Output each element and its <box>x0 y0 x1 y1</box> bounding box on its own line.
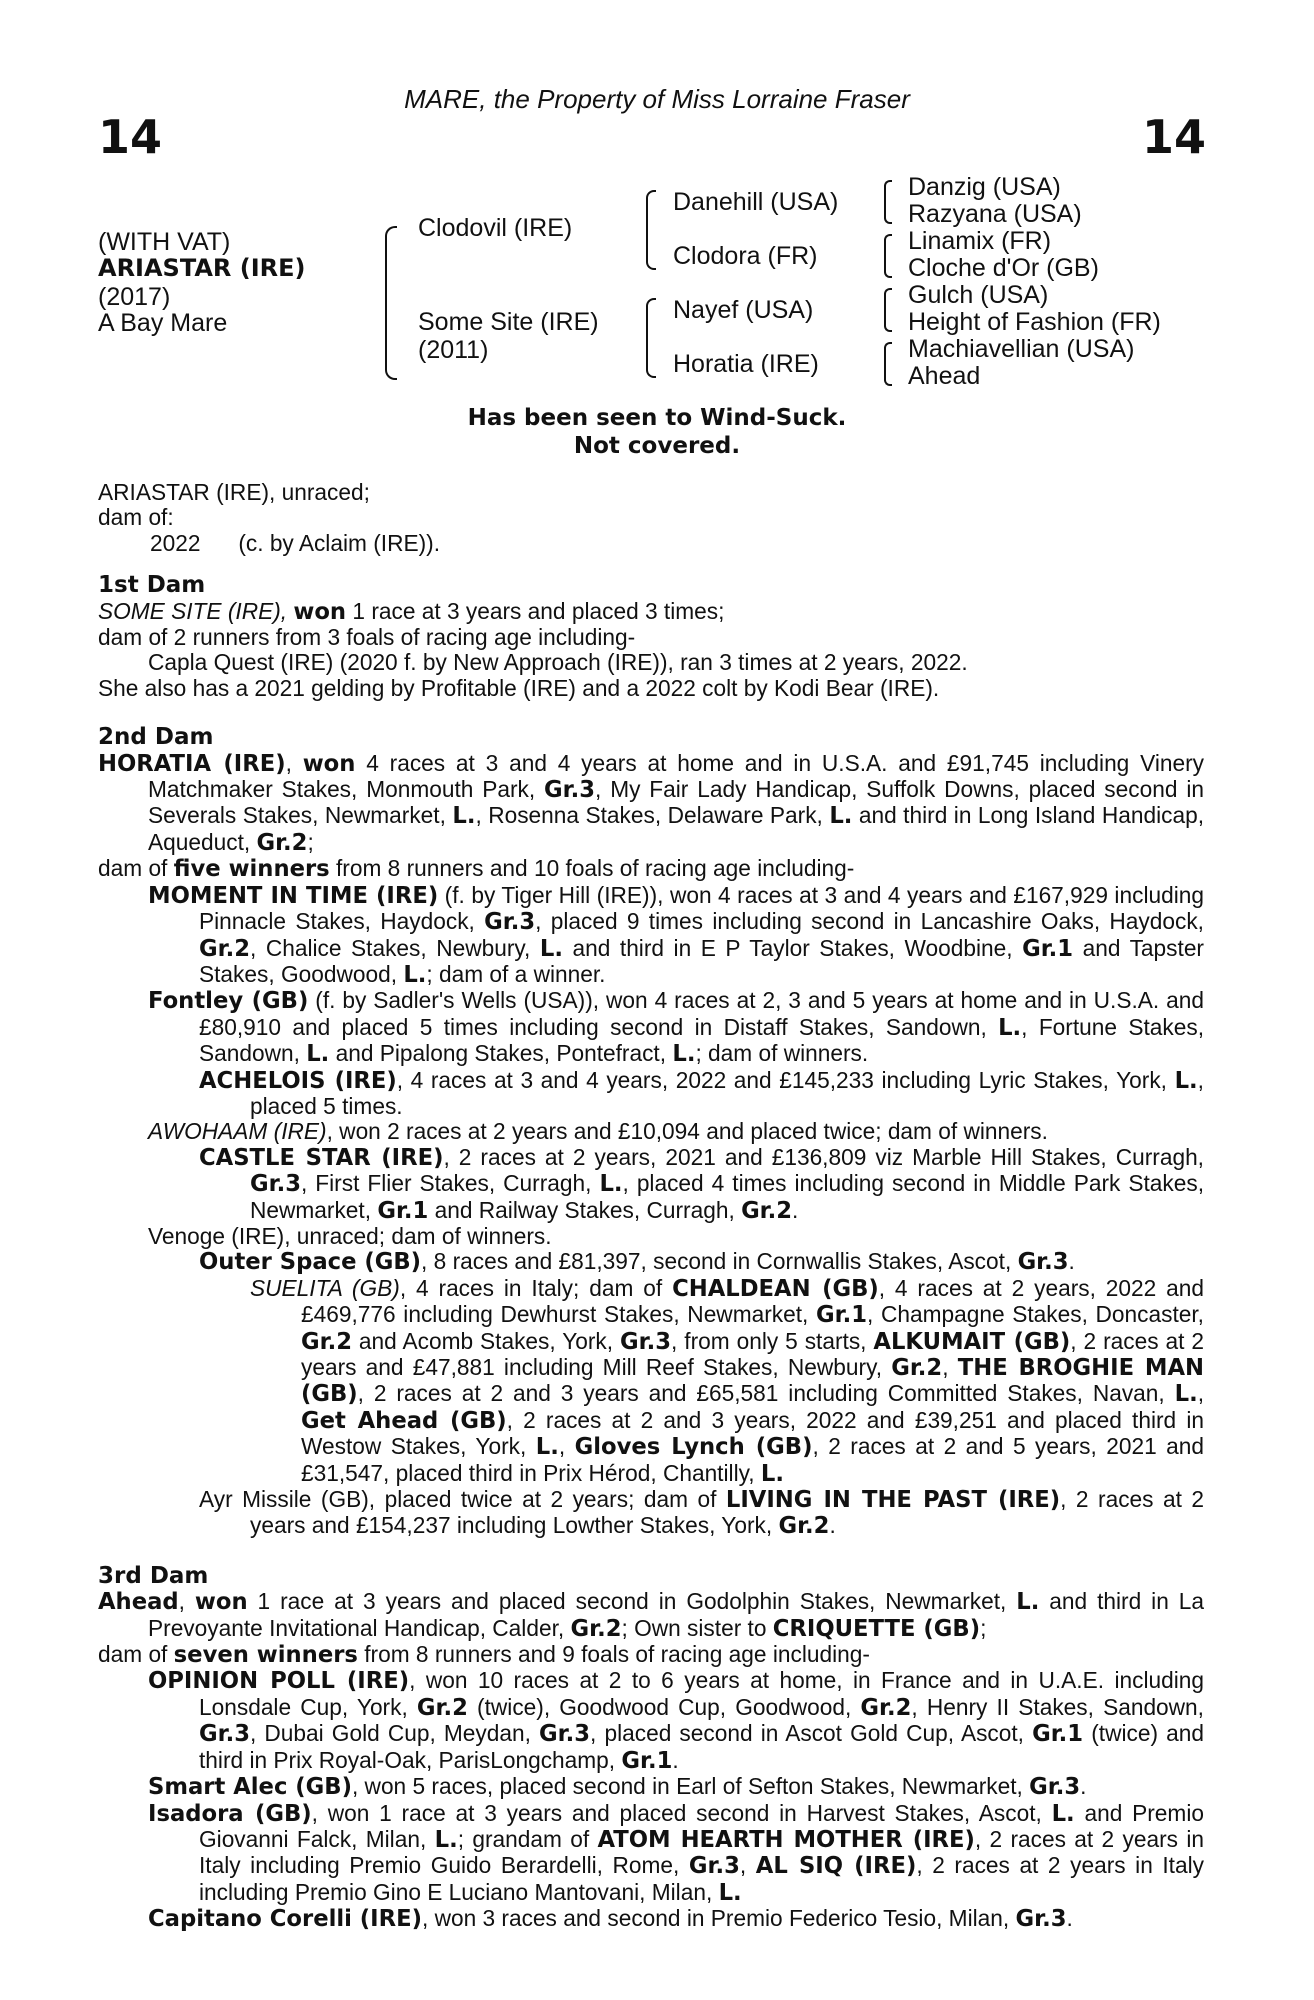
sire-dam-dam: Cloche d'Or (GB) <box>908 254 1099 282</box>
third-dam-produce: dam of seven winners from 8 runners and 9 foals of racing age including- <box>98 1641 870 1669</box>
first-dam-note: She also has a 2021 gelding by Profitable (IRE) and a 2022 colt by Kodi Bear (IRE). <box>98 674 940 701</box>
second-dam-produce: dam of five winners from 8 runners and 10 foals of racing age including- <box>98 855 855 883</box>
smart-alec-entry: Smart Alec (GB), won 5 races, placed second in Earl of Sefton Stakes, Newmarket, Gr.3. <box>148 1773 1087 1801</box>
second-dam-heading: 2nd Dam <box>98 724 214 751</box>
vat-label: (WITH VAT) <box>98 228 231 256</box>
venoge-entry: Venoge (IRE), unraced; dam of winners. <box>148 1222 552 1249</box>
brace-g2 <box>884 234 892 278</box>
sire-sire-sire: Danzig (USA) <box>908 173 1061 201</box>
capitano-corelli-entry: Capitano Corelli (IRE), won 3 races and second in Premio Federico Tesio, Milan, Gr.3. <box>148 1905 1073 1933</box>
third-dam-section <box>98 1589 1204 1932</box>
achelois-entry: ACHELOIS (IRE), 4 races at 3 and 4 years, 2022 and £145,233 including Lyric Stakes, York, L., placed 5 times. <box>199 1066 1204 1119</box>
horse-description: A Bay Mare <box>98 309 228 337</box>
not-covered-note: Not covered. <box>573 433 741 459</box>
wind-suck-note: Has been seen to Wind-Suck. <box>467 405 847 431</box>
opinion-poll-entry: OPINION POLL (IRE), won 10 races at 2 to 6 years at home, in France and in U.A.E. including Lonsdale Cup, York, Gr.2 (twice), Goodwood Cup, Goodwood, Gr.2, Henry II Stakes, Sandown, Gr.3, Dubai Gold Cup, Meydan, Gr.3, placed second in Ascot Gold Cup, Ascot, Gr.1 (twice) and third in Prix Royal-Oak, ParisLongchamp, Gr.1. <box>148 1667 1204 1774</box>
brace-g4 <box>884 342 892 386</box>
catalogue-body <box>98 480 1204 1933</box>
second-dam-record: HORATIA (IRE), won 4 races at 3 and 4 years at home and in U.S.A. and £91,745 including Vinery Matchmaker Stakes, Monmouth Park, Gr.3, My Fair Lady Handicap, Suffolk Downs, placed second in Severals Stakes, Newmarket, L., Rosenna Stakes, Delaware Park, L. and third in Long Island Handicap, Aqueduct, Gr.2; <box>98 749 1205 856</box>
produce-record <box>98 480 1204 556</box>
lot-number-right: 14 <box>1141 110 1206 164</box>
pedigree-brace-dam <box>646 298 656 378</box>
pedigree-brace-sire <box>646 190 656 270</box>
outer-space-entry: Outer Space (GB), 8 races and £81,397, second in Cornwallis Stakes, Ascot, Gr.3. <box>199 1248 1075 1276</box>
brace-g1 <box>884 180 892 224</box>
produce-line: ARIASTAR (IRE), unraced; <box>98 479 370 505</box>
third-dam-heading: 3rd Dam <box>98 1562 209 1589</box>
sire-name: Clodovil (IRE) <box>418 214 573 242</box>
first-dam-section <box>98 599 1204 702</box>
first-dam-foal: Capla Quest (IRE) (2020 f. by New Approach (IRE)), ran 3 times at 2 years, 2022. <box>148 649 968 676</box>
second-dam-section <box>98 751 1204 1540</box>
castle-star-entry: CASTLE STAR (IRE), 2 races at 2 years, 2021 and £136,809 viz Marble Hill Stakes, Curragh, Gr.3, First Flier Stakes, Curragh, L., placed 4 times including second in Middle Park Stakes, Newmarket, Gr.1 and Railway Stakes, Curragh, Gr.2. <box>199 1143 1204 1224</box>
third-dam-record: Ahead, won 1 race at 3 years and placed second in Godolphin Stakes, Newmarket, L. and third in La Prevoyante Invitational Handicap, Calder, Gr.2; Own sister to CRIQUETTE (GB); <box>98 1588 1204 1642</box>
sire-sire: Danehill (USA) <box>673 188 839 216</box>
dam-name: Some Site (IRE) <box>418 308 599 336</box>
produce-entry: 2022 (c. by Aclaim (IRE)). <box>150 529 440 556</box>
first-dam-produce: dam of 2 runners from 3 foals of racing age including- <box>98 624 636 651</box>
dam-dam-sire: Machiavellian (USA) <box>908 335 1135 363</box>
horse-year: (2017) <box>98 283 171 311</box>
suelita-entry: SUELITA (GB), 4 races in Italy; dam of CHALDEAN (GB), 4 races at 2 years, 2022 and £469,776 including Dewhurst Stakes, Newmarket, Gr.1, Champagne Stakes, Doncaster, Gr.2 and Acomb Stakes, York, Gr.3, from only 5 starts, ALKUMAIT (GB), 2 races at 2 years and £47,881 including Mill Reef Stakes, Newbury, Gr.2, THE BROGHIE MAN (GB), 2 races at 2 and 3 years and £65,581 including Committed Stakes, Navan, L., Get Ahead (GB), 2 races at 2 and 3 years, 2022 and £39,251 and placed third in Westow Stakes, York, L., Gloves Lynch (GB), 2 races at 2 and 5 years, 2021 and £31,547, placed third in Prix Hérod, Chantilly, L. <box>250 1274 1205 1487</box>
sire-sire-dam: Razyana (USA) <box>908 200 1082 228</box>
first-dam-heading: 1st Dam <box>98 572 206 599</box>
brace-g3 <box>884 288 892 332</box>
ayr-missile-entry: Ayr Missile (GB), placed twice at 2 years; dam of LIVING IN THE PAST (IRE), 2 races at 2 years and £154,237 including Lowther Stakes, York, Gr.2. <box>199 1486 1205 1540</box>
first-dam-record: SOME SITE (IRE), won 1 race at 3 years and placed 3 times; <box>98 597 725 625</box>
dam-sire: Nayef (USA) <box>673 296 814 324</box>
produce-dam-of: dam of: <box>98 504 174 531</box>
dam-dam-dam: Ahead <box>908 362 981 390</box>
awohaam-entry: AWOHAAM (IRE), won 2 races at 2 years and £10,094 and placed twice; dam of winners. <box>148 1118 1048 1145</box>
sire-dam: Clodora (FR) <box>673 242 818 270</box>
horse-notes <box>0 404 1314 460</box>
sire-dam-sire: Linamix (FR) <box>908 227 1052 255</box>
lot-number-left: 14 <box>98 110 163 164</box>
dam-sire-sire: Gulch (USA) <box>908 281 1049 309</box>
fontley-entry: Fontley (GB) (f. by Sadler's Wells (USA)), won 4 races at 2, 3 and 5 years at home and in U.S.A. and £80,910 and placed 5 times including second in Distaff Stakes, Sandown, L., Fortune Stakes, Sandown, L. and Pipalong Stakes, Pontefract, L.; dam of winners. <box>148 987 1205 1068</box>
dam-year: (2011) <box>418 336 489 364</box>
pedigree-brace-main <box>385 226 397 380</box>
horse-name: ARIASTAR (IRE) <box>98 254 306 282</box>
dam-dam: Horatia (IRE) <box>673 350 819 378</box>
dam-sire-dam: Height of Fashion (FR) <box>908 308 1161 336</box>
isadora-entry: Isadora (GB), won 1 race at 3 years and placed second in Harvest Stakes, Ascot, L. and Premio Giovanni Falck, Milan, L.; grandam of ATOM HEARTH MOTHER (IRE), 2 races at 2 years in Italy including Premio Guido Berardelli, Rome, Gr.3, AL SIQ (IRE), 2 races at 2 years in Italy including Premio Gino E Luciano Mantovani, Milan, L. <box>148 1799 1204 1906</box>
moment-in-time-entry: MOMENT IN TIME (IRE) (f. by Tiger Hill (IRE)), won 4 races at 3 and 4 years and £167,929 including Pinnacle Stakes, Haydock, Gr.3, placed 9 times including second in Lancashire Oaks, Haydock, Gr.2, Chalice Stakes, Newbury, L. and third in E P Taylor Stakes, Woodbine, Gr.1 and Tapster Stakes, Goodwood, L.; dam of a winner. <box>148 881 1204 988</box>
